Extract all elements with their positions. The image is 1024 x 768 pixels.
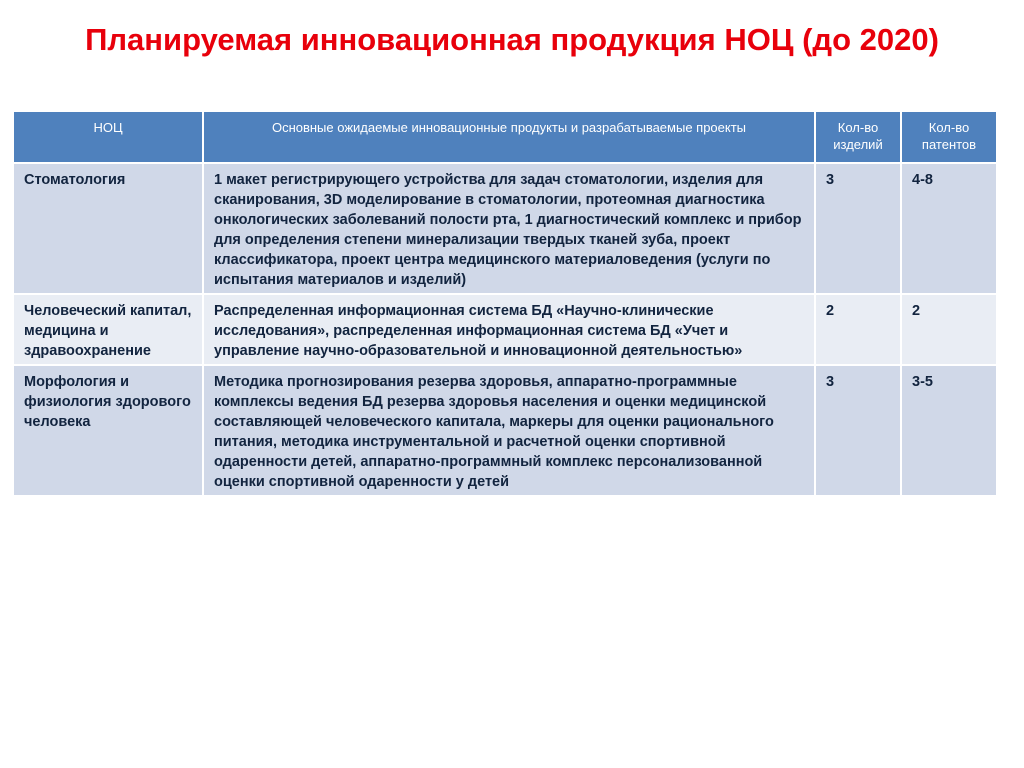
table-row <box>13 163 997 294</box>
cell-products: 1 макет регистрирующего устройства для задач стоматологии, изделия для сканирования, 3D моделирование в стоматологии, протеомная диагностика онкологических заболеваний полости рта, 1 диагностический комплекс и прибор для определения степени минерализации твердых тканей зуба, проект классификатора, проект центра медицинского материаловедения (услуги по испытания материалов и изделий) <box>203 163 815 294</box>
header-items-count: Кол-во изделий <box>815 111 901 163</box>
header-noc: НОЦ <box>13 111 203 163</box>
cell-items-count: 3 <box>815 365 901 496</box>
cell-products: Методика прогнозирования резерва здоровья, аппаратно-программные комплексы ведения БД резерва здоровья населения и оценки медицинской составляющей человеческого капитала, маркеры для оценки рационального питания, методика инструментальной и расчетной оценки спортивной одаренности детей, аппаратно-программный комплекс персонализованной оценки спортивной одаренности у детей <box>203 365 815 496</box>
innovation-products-table <box>12 110 998 497</box>
table-row <box>13 294 997 365</box>
cell-noc: Человеческий капитал, медицина и здравоохранение <box>13 294 203 365</box>
cell-items-count: 2 <box>815 294 901 365</box>
cell-patents-count: 2 <box>901 294 997 365</box>
cell-noc: Стоматология <box>13 163 203 294</box>
table-header-row <box>13 111 997 163</box>
cell-products: Распределенная информационная система БД «Научно-клинические исследования», распределенная информационная система БД «Учет и управление научно-образовательной и инновационной деятельностью» <box>203 294 815 365</box>
cell-noc: Морфология и физиология здорового человека <box>13 365 203 496</box>
header-patents-count: Кол-во патентов <box>901 111 997 163</box>
table-row <box>13 365 997 496</box>
cell-patents-count: 3-5 <box>901 365 997 496</box>
page-title: Планируемая инновационная продукция НОЦ (до 2020) <box>85 22 939 57</box>
cell-patents-count: 4-8 <box>901 163 997 294</box>
cell-items-count: 3 <box>815 163 901 294</box>
header-products: Основные ожидаемые инновационные продукты и разрабатываемые проекты <box>203 111 815 163</box>
